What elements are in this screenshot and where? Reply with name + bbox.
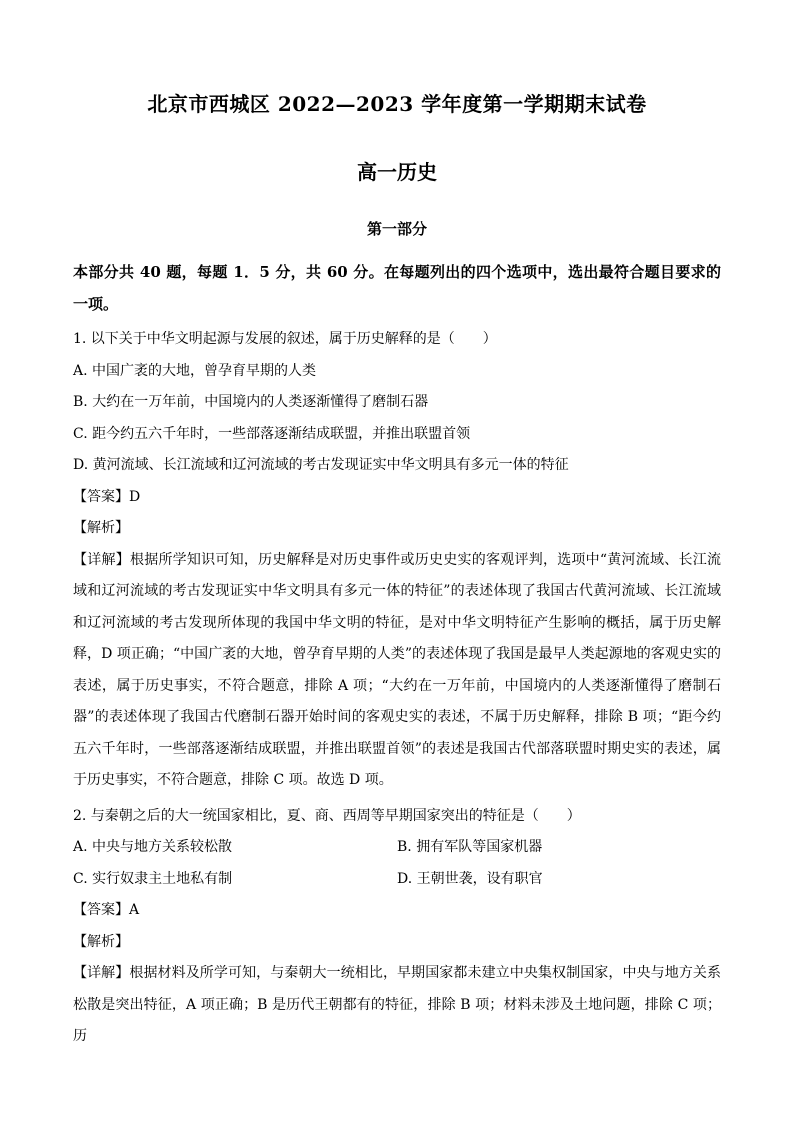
question-1-analysis-label: 【解析】 xyxy=(73,520,129,536)
question-2-option-b: B. 拥有军队等国家机器 xyxy=(397,839,543,855)
question-1-answer: 【答案】D xyxy=(73,488,141,505)
question-1-detail: 【详解】根据所学知识可知，历史解释是对历史事件或历史史实的客观评判，选项中“黄河流域、长江流域和辽河流域的考古发现证实中华文明具有多元一体的特征”的表述体现了我国古代黄河流域、长江流域和辽河流域的考古发现所体现的我国中华文明的特征，是对中华文明特征产生影响的概括，属于历史解释，D 项正确；“中国广袤的大地，曾孕育早期的人类”的表述体现了我国是最早人类起源地的客观史实的表述，属于历史事实，不符合题意，排除 A 项；“大约在一万年前，中国境内的人类逐渐懂得了磨制石器”的表述体现了我国古代磨制石器开始时间的客观史实的表述，不属于历史解释，排除 B 项；“距今约五六千年时，一些部落逐渐结成联盟，并推出联盟首领”的表述是我国古代部落联盟时期史实的表述，属于历史事实，不符合题意，排除 C 项。故选 D 项。 xyxy=(73,551,721,788)
question-2-option-a: A. 中央与地方关系较松散 xyxy=(73,839,233,855)
question-2-options-row-2 xyxy=(73,864,721,896)
exam-subtitle: 高一历史 xyxy=(357,160,437,184)
question-2-detail: 【详解】根据材料及所学可知，与秦朝大一统相比，早期国家都未建立中央集权制国家，中央与地方关系松散是突出特征，A 项正确；B 是历代王朝都有的特征，排除 B 项；材料未涉及土地问题，排除 C 项；历 xyxy=(73,965,721,1044)
question-1 xyxy=(73,324,721,797)
question-1-option-c: C. 距今约五六千年时，一些部落逐渐结成联盟，并推出联盟首领 xyxy=(73,425,471,442)
question-2-stem: 2. 与秦朝之后的大一统国家相比，夏、商、西周等早期国家突出的特征是（ ） xyxy=(73,807,581,824)
question-2-option-c: C. 实行奴隶主土地私有制 xyxy=(73,870,233,887)
question-1-stem: 1. 以下关于中华文明起源与发展的叙述，属于历史解释的是（ ） xyxy=(73,331,497,347)
question-2-answer: 【答案】A xyxy=(73,902,140,918)
question-2-options-row-1 xyxy=(73,832,721,864)
question-2-option-d: D. 王朝世袭，设有职官 xyxy=(397,870,543,887)
content-body xyxy=(73,256,721,1053)
question-2-analysis-label: 【解析】 xyxy=(73,933,129,950)
section-heading: 第一部分 xyxy=(366,220,427,238)
section-instructions: 本部分共 40 题，每题 1．5 分，共 60 分。在每题列出的四个选项中，选出最符合题目要求的一项。 xyxy=(73,263,721,313)
question-1-option-b: B. 大约在一万年前，中国境内的人类逐渐懂得了磨制石器 xyxy=(73,394,429,410)
question-1-option-d: D. 黄河流域、长江流域和辽河流域的考古发现证实中华文明具有多元一体的特征 xyxy=(73,457,569,473)
exam-title: 北京市西城区 2022—2023 学年度第一学期期末试卷 xyxy=(147,92,647,116)
question-2 xyxy=(73,801,721,1053)
question-1-option-a: A. 中国广袤的大地，曾孕育早期的人类 xyxy=(73,362,317,379)
